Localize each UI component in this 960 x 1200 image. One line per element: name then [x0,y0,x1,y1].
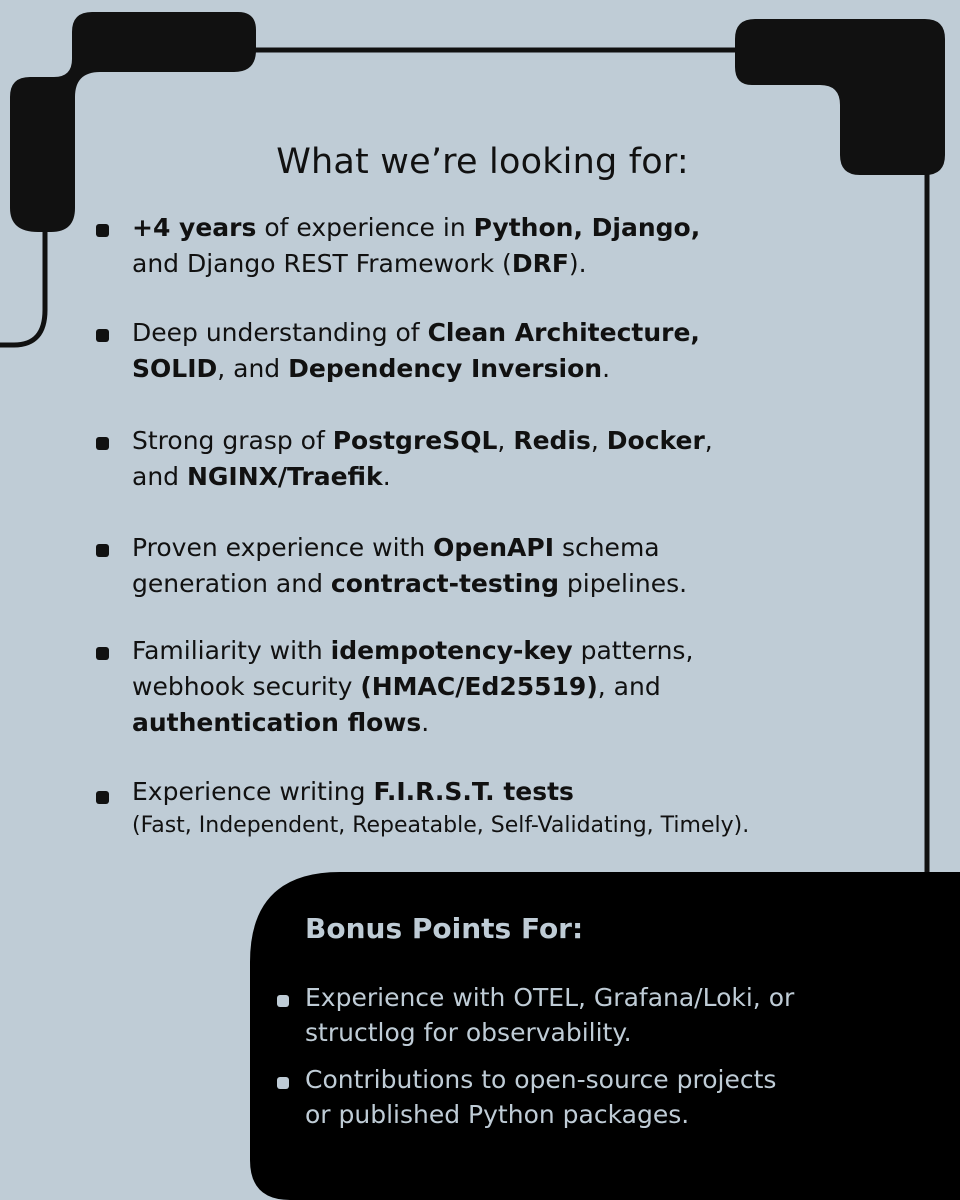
requirement-line [132,315,912,351]
requirement-line [132,246,912,282]
bonus-line: Contributions to open-source projects [305,1065,777,1094]
requirement-line [132,633,912,669]
text-run: , and [217,354,289,383]
page-title: What we’re looking for: [276,142,689,182]
text-run: Experience writing [132,777,374,806]
emphasis-text: Dependency Inversion [288,354,603,383]
bonus-line: structlog for observability. [305,1018,632,1047]
emphasis-text: NGINX/Traefik [186,462,383,491]
bullet-icon [96,437,109,450]
text-run: Proven experience with [132,533,434,562]
requirement-line [132,566,912,602]
bullet-icon [96,329,109,342]
text-run: ). [568,249,587,278]
emphasis-text: OpenAPI [433,533,554,562]
text-run: patterns, [572,636,694,665]
requirement-line [132,705,912,741]
top-left-corner-block [10,12,256,232]
requirement-line [132,351,912,387]
requirement-line [132,423,912,459]
bonus-title: Bonus Points For: [305,912,584,945]
bullet-icon [277,1077,289,1089]
requirement-line [132,774,912,810]
bonus-line: Experience with OTEL, Grafana/Loki, or [305,983,795,1012]
text-run: pipelines. [558,569,688,598]
text-run: and [132,462,187,491]
emphasis-text: (HMAC/Ed25519) [360,672,598,701]
text-run: . [421,708,430,737]
requirement-line [132,459,912,495]
text-run: . [382,462,391,491]
emphasis-text: +4 years [132,213,257,242]
text-run: (Fast, Independent, Repeatable, Self-Validating, Timely). [132,813,750,838]
text-run: generation and [132,569,331,598]
text-run: , and [597,672,661,701]
emphasis-text: Redis [513,426,591,455]
text-run: of experience in [256,213,474,242]
requirement-line [132,810,912,842]
emphasis-text: PostgreSQL [332,426,498,455]
requirement-line [132,530,912,566]
bullet-icon [96,791,109,804]
text-run: . [602,354,611,383]
bullet-icon [96,224,109,237]
emphasis-text: authentication flows [132,708,422,737]
emphasis-text: F.I.R.S.T. tests [373,777,574,806]
text-run: Deep understanding of [132,318,428,347]
bullet-icon [277,995,289,1007]
requirement-line [132,210,912,246]
emphasis-text: DRF [511,249,569,278]
emphasis-text: Python, Django, [473,213,701,242]
bonus-line: or published Python packages. [305,1100,690,1129]
bullet-icon [96,544,109,557]
emphasis-text: contract-testing [330,569,559,598]
text-run: schema [554,533,660,562]
text-run: , [497,426,514,455]
text-run: , [704,426,713,455]
text-run: Familiarity with [132,636,331,665]
requirement-line [132,669,912,705]
bullet-icon [96,647,109,660]
emphasis-text: Docker [606,426,705,455]
emphasis-text: idempotency-key [330,636,573,665]
text-run: Strong grasp of [132,426,333,455]
emphasis-text: Clean Architecture, [427,318,700,347]
text-run: webhook security [132,672,361,701]
text-run: and Django REST Framework ( [132,249,512,278]
text-run: , [590,426,607,455]
emphasis-text: SOLID [132,354,218,383]
